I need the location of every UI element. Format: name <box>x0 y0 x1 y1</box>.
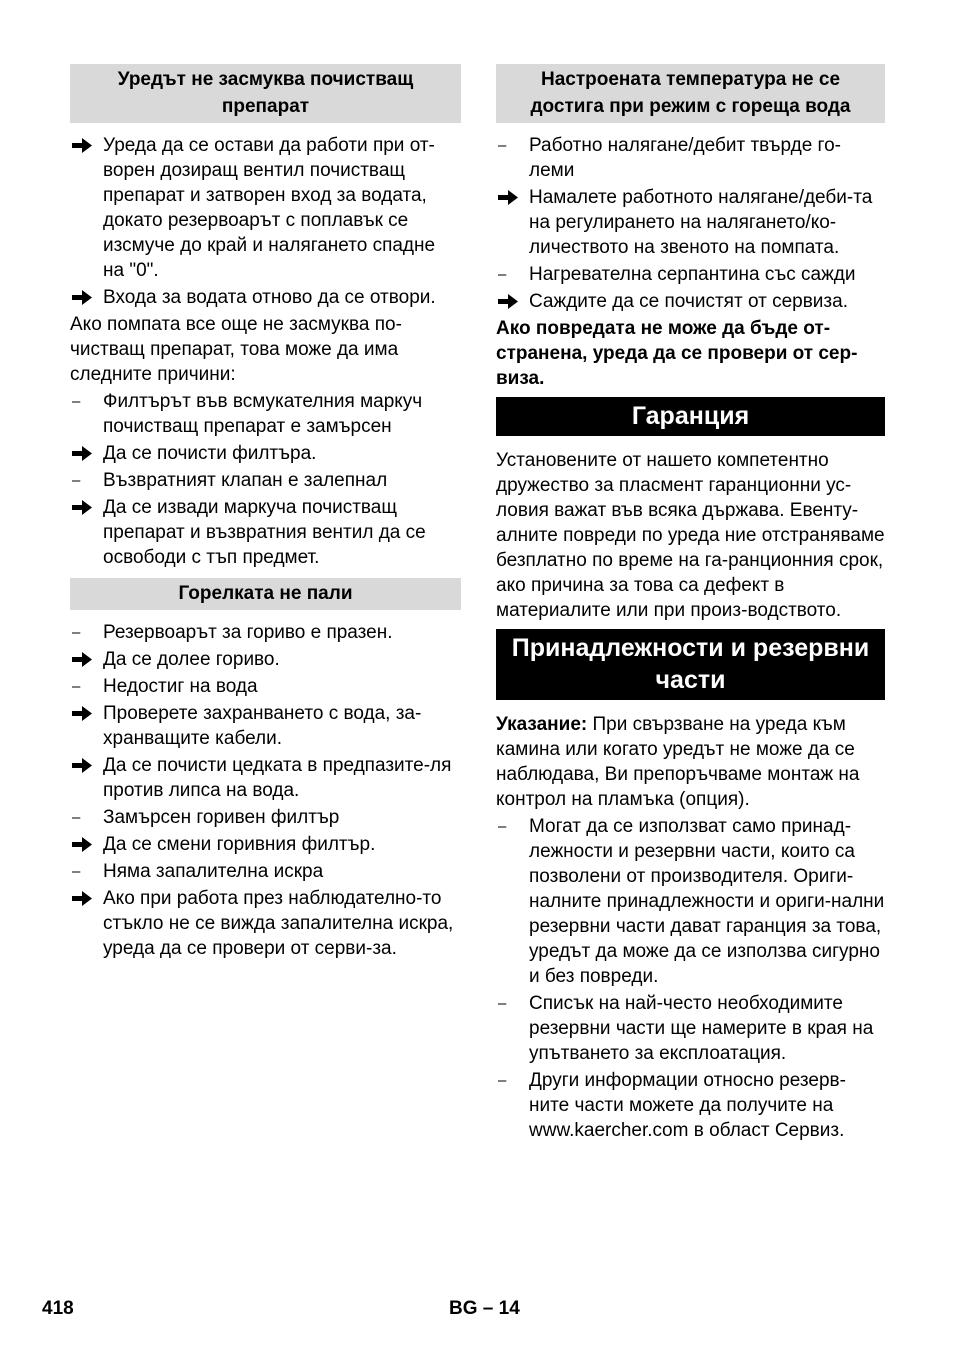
list-item <box>70 133 461 283</box>
list-item-text: Да се почисти филтъра. <box>103 443 317 464</box>
list-item <box>70 859 461 884</box>
left-column <box>70 64 461 963</box>
dash-bullet: – <box>72 624 81 641</box>
list-item <box>496 133 885 183</box>
list-item-text: Уреда да се остави да работи при от-ворен дозиращ вентил почистващ препарат и затворен вход за водата, докато резервоарът с поплавък се изсмуче до край и налягането спадне на "0". <box>103 135 436 281</box>
list-item-text: Замърсен горивен филтър <box>103 807 340 828</box>
list-temperature <box>496 133 885 314</box>
heading-accessories: Принадлежности и резервни части <box>496 629 885 700</box>
list-item <box>70 389 461 439</box>
dash-bullet: – <box>498 818 507 835</box>
list-item-text: Работно налягане/дебит твърде го-леми <box>529 135 841 181</box>
heading-warranty: Гаранция <box>496 397 885 436</box>
list-item <box>70 753 461 803</box>
section-label: BG – 14 <box>449 1298 520 1319</box>
list-accessories <box>496 814 885 1143</box>
list-item-text: Недостиг на вода <box>103 676 258 697</box>
dash-bullet: – <box>498 995 507 1012</box>
list-no-detergent-1 <box>70 133 461 310</box>
dash-bullet: – <box>72 863 81 880</box>
list-item-text: Проверете захранването с вода, за-хранващите кабели. <box>103 703 422 749</box>
list-item-text: Филтърът във всмукателния маркуч почистващ препарат е замърсен <box>103 391 423 437</box>
list-item-text: Намалете работното налягане/деби-та на регулирането на налягането/ко-личеството на звеното на помпата. <box>529 187 873 258</box>
heading-burner-not-igniting: Горелката не пали <box>70 578 461 610</box>
paragraph-note <box>496 712 885 812</box>
list-item <box>496 185 885 260</box>
list-item <box>70 674 461 699</box>
dash-bullet: – <box>498 266 507 283</box>
list-item <box>70 805 461 830</box>
list-item <box>496 814 885 989</box>
list-item <box>496 991 885 1066</box>
list-item <box>70 701 461 751</box>
list-item <box>70 647 461 672</box>
list-item-text: Саждите да се почистят от сервиза. <box>529 291 848 312</box>
paragraph-possible-causes: Ако помпата все още не засмуква по-чистващ препарат, това може да има следните причини: <box>70 314 402 385</box>
dash-bullet: – <box>72 472 81 489</box>
list-item-text: Резервоарът за гориво е празен. <box>103 622 393 643</box>
list-item-text: Ако при работа през наблюдателно-то стъкло не се вижда запалителна искра, уреда да се провери от серви-за. <box>103 888 454 959</box>
list-item-text: Могат да се използват само принад-лежности и резервни части, които са позволени от производителя. Ориги-налните принадлежности и ориги-нални резервни части дават гаранция за това, уредът да може да се използва сигурно и без повреди. <box>529 816 885 987</box>
paragraph-warranty: Установените от нашето компетентно дружество за пласмент гаранционни ус-ловия важат във всяка държава. Евенту-алните повреди по уреда ние отстраняваме безплатно по време на га-ранционния срок, ако причина за това са дефект в материалите или при произ-водството. <box>496 450 885 621</box>
list-item <box>496 1068 885 1143</box>
list-item <box>70 468 461 493</box>
dash-bullet: – <box>498 137 507 154</box>
dash-bullet: – <box>72 393 81 410</box>
list-item-text: Списък на най-често необходимите резервни части ще намерите в края на упътването за експлоатация. <box>529 993 874 1064</box>
list-item-text: Да се долее гориво. <box>103 649 280 670</box>
list-item-text: Възвратният клапан е залепнал <box>103 470 388 491</box>
list-item-text: Да се извади маркуча почистващ препарат и възвратния вентил да се освободи с тъп предмет. <box>103 497 426 568</box>
list-no-detergent-2 <box>70 389 461 570</box>
dash-bullet: – <box>498 1072 507 1089</box>
list-item <box>496 262 885 287</box>
list-item <box>70 495 461 570</box>
list-item-text: Да се почисти цедката в предпазите-ля против липса на вода. <box>103 755 452 801</box>
list-item-text: Да се смени горивния филтър. <box>103 834 376 855</box>
list-item <box>70 832 461 857</box>
list-item <box>496 289 885 314</box>
list-item <box>70 620 461 645</box>
list-item <box>70 285 461 310</box>
list-item <box>70 441 461 466</box>
list-burner <box>70 620 461 961</box>
list-item-text: Нагревателна серпантина със сажди <box>529 264 856 285</box>
list-item <box>70 886 461 961</box>
note-text: При свързване на уреда към камина или когато уредът не може да се наблюдава, Ви препоръчваме монтаж на контрол на пламъка (опция). <box>496 714 860 810</box>
paragraph-service-check: Ако повредата не може да бъде от-странена, уреда да се провери от сер-виза. <box>496 318 858 389</box>
page-number: 418 <box>42 1298 74 1319</box>
dash-bullet: – <box>72 809 81 826</box>
heading-temperature-not-reached: Настроената температура не се достига при режим с гореща вода <box>496 64 885 123</box>
note-label: Указание: <box>496 714 588 735</box>
list-item-text: Други информации относно резерв-ните части можете да получите на www.kaercher.com в област Сервиз. <box>529 1070 846 1141</box>
list-item-text: Няма запалителна искра <box>103 861 324 882</box>
heading-no-detergent-suction: Уредът не засмуква почистващ препарат <box>70 64 461 123</box>
list-item-text: Входа за водата отново да се отвори. <box>103 287 436 308</box>
dash-bullet: – <box>72 678 81 695</box>
right-column <box>496 64 885 1145</box>
